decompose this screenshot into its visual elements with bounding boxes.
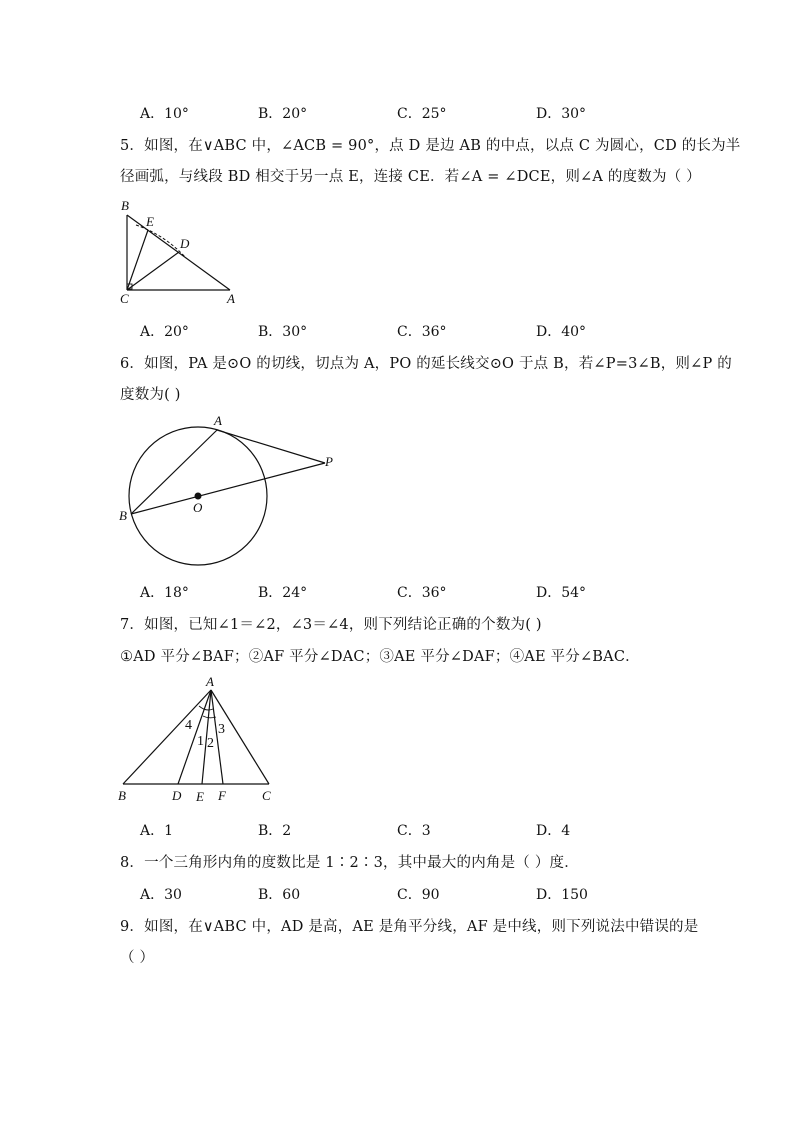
q8-stem-line1: 8．一个三角形内角的度数比是 1∶2∶3，其中最大的内角是（ ）度． [120, 855, 579, 871]
q6-label-a: A [214, 413, 222, 428]
q8-option-c[interactable]: C．90 [397, 887, 440, 903]
q7-figure [110, 672, 290, 807]
q5-label-a: A [227, 291, 235, 306]
q9-stem-line2: （ ） [120, 950, 155, 966]
q7-option-c[interactable]: C．3 [397, 823, 431, 839]
q7-option-a[interactable]: A．1 [140, 823, 174, 839]
q5-option-d[interactable]: D．40° [536, 324, 587, 340]
q4-option-a[interactable]: A．10° [140, 106, 189, 122]
q5-stem-line1: 5．如图，在∨ABC 中，∠ACB = 90°，点 D 是边 AB 的中点，以点 C 为圆心，CD 的长为半 [120, 138, 741, 154]
q5-label-c: C [120, 291, 129, 306]
q7-stem-line2: ①AD 平分∠BAF；②AF 平分∠DAC；③AE 平分∠DAF；④AE 平分∠BAC． [120, 649, 640, 665]
q7-angle-4: 4 [185, 718, 192, 733]
q6-label-p: P [325, 454, 333, 469]
q7-label-e: E [196, 789, 204, 804]
q5-option-c[interactable]: C．36° [397, 324, 447, 340]
q5-label-b: B [121, 198, 129, 213]
q8-option-d[interactable]: D．150 [536, 887, 588, 903]
q5-option-a[interactable]: A．20° [140, 324, 189, 340]
q6-figure [110, 410, 350, 575]
q6-stem-line2: 度数为( ) [120, 387, 181, 403]
q6-option-b[interactable]: B．24° [258, 585, 308, 601]
q6-label-b: B [119, 508, 127, 523]
q7-option-b[interactable]: B．2 [258, 823, 292, 839]
q5-figure [110, 195, 260, 310]
q8-option-a[interactable]: A．30 [140, 887, 182, 903]
q7-angle-2: 2 [207, 736, 214, 751]
q4-option-b[interactable]: B．20° [258, 106, 308, 122]
q7-label-c: C [262, 788, 271, 803]
q5-stem-line2: 径画弧，与线段 BD 相交于另一点 E，连接 CE．若∠A = ∠DCE，则∠A 的度数为（ ） [120, 169, 701, 185]
q6-option-c[interactable]: C．36° [397, 585, 447, 601]
q6-option-d[interactable]: D．54° [536, 585, 587, 601]
q7-option-d[interactable]: D．4 [536, 823, 571, 839]
q6-stem-line1: 6．如图，PA 是⊙O 的切线，切点为 A，PO 的延长线交⊙O 于点 B，若∠P=3∠B，则∠P 的 [120, 356, 732, 372]
q7-label-f: F [218, 788, 226, 803]
q7-label-b: B [118, 788, 126, 803]
q8-option-b[interactable]: B．60 [258, 887, 301, 903]
q6-label-o: O [193, 500, 203, 515]
q5-option-b[interactable]: B．30° [258, 324, 308, 340]
q7-angle-3: 3 [218, 722, 225, 737]
q4-option-d[interactable]: D．30° [536, 106, 587, 122]
q7-label-a: A [206, 674, 214, 689]
q5-label-d: D [180, 236, 190, 251]
q9-stem-line1: 9．如图，在∨ABC 中，AD 是高，AE 是角平分线，AF 是中线，则下列说法中错误的是 [120, 919, 699, 935]
q5-label-e: E [146, 214, 154, 229]
q7-angle-1: 1 [197, 734, 204, 749]
q7-stem-line1: 7．如图，已知∠1＝∠2，∠3＝∠4，则下列结论正确的个数为( ) [120, 617, 542, 633]
q6-option-a[interactable]: A．18° [140, 585, 189, 601]
q4-option-c[interactable]: C．25° [397, 106, 447, 122]
q7-label-d: D [172, 788, 182, 803]
